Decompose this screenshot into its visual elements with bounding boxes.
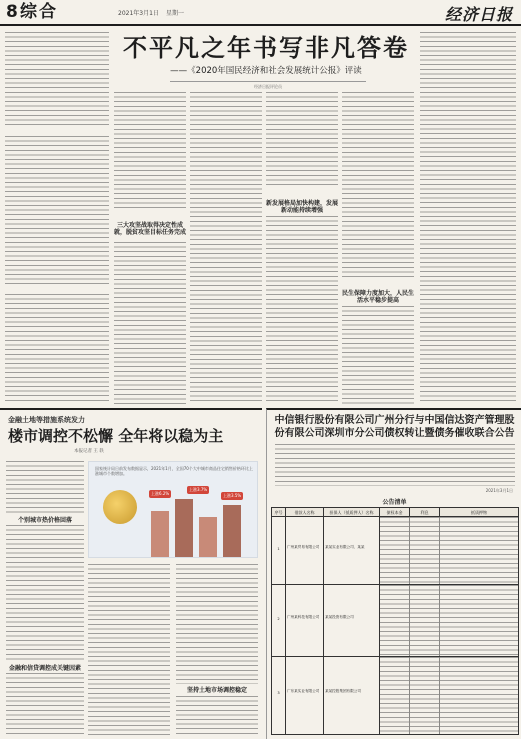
illustration-building: [175, 499, 193, 557]
table-cell-interest: [410, 657, 440, 734]
coin-graphic: [103, 490, 137, 524]
illustration-building: [151, 511, 169, 557]
feature-column-1: [6, 461, 84, 737]
table-cell-no: 1: [272, 517, 286, 584]
illustration-building: [199, 517, 217, 557]
notice-table: [271, 507, 519, 735]
lead-article-column-3: [190, 92, 262, 404]
table-row: [272, 517, 518, 585]
feature-headline: 楼市调控不松懈 全年将以稳为主: [8, 427, 224, 445]
table-header-guarantor: 担保人（抵质押人）名称: [324, 508, 380, 517]
illustration-tag: 上涨6.2%: [151, 491, 170, 496]
table-cell-interest: [410, 517, 440, 584]
illustration-caption: 国家统计局日前发布数据显示，2021年1月，全国70个大中城市商品住宅销售价格环比上涨城市个数增加。: [95, 466, 253, 476]
table-cell-principal: [380, 585, 410, 656]
lead-article-column-4: [266, 92, 338, 404]
table-cell-guarantor: 某某实业有限公司、某某: [324, 517, 380, 584]
notice-intro-text: [275, 444, 515, 486]
table-cell-guarantor: 某某投资有限公司: [324, 585, 380, 656]
notice-table-title: 公告清单: [382, 499, 407, 506]
feature-column-3: [176, 564, 258, 737]
lead-article-column-5: [342, 92, 414, 404]
lead-byline: 经济日报评论员: [170, 81, 366, 90]
lead-subheadline: ——《2020年国民经济和社会发展统计公报》评读: [170, 66, 362, 76]
lead-article-column-left: [5, 32, 109, 404]
issue-weekday: 星期一: [166, 10, 185, 17]
legal-notice: [266, 408, 521, 739]
table-header-interest: 利息: [410, 508, 440, 517]
lead-subhead-3: 民生保障力度加大，人民生活水平稳步提高: [342, 290, 415, 304]
notice-title-line-1: 中信银行股份有限公司广州分行与中国信达资产管理股: [274, 415, 515, 426]
table-cell-principal: [380, 657, 410, 734]
lead-article-column-6: [420, 32, 516, 404]
table-header-principal: 债权本金: [380, 508, 410, 517]
feature-subhead-2: 金融和信贷调控成关键因素: [8, 665, 81, 672]
illustration-tag: 上涨3.5%: [223, 493, 242, 498]
table-cell-borrower: 广州某贸易有限公司: [286, 517, 324, 584]
table-header-borrower: 借款人名称: [286, 508, 324, 517]
table-cell-no: 2: [272, 585, 286, 656]
feature-article: [0, 408, 262, 739]
table-cell-collateral: [440, 517, 518, 584]
feature-illustration: [88, 461, 258, 558]
table-row: [272, 585, 518, 657]
table-cell-no: 3: [272, 657, 286, 734]
feature-subhead-3: 坚持土地市场调控稳定: [186, 687, 247, 694]
section-title: 综合: [20, 2, 58, 22]
lead-headline: 不平凡之年书写非凡答卷: [123, 34, 409, 62]
table-cell-borrower: 广东某实业有限公司: [286, 657, 324, 734]
table-header-collateral: 抵质押物: [440, 508, 518, 517]
lead-subhead-1: 三大攻坚战取得决定性成就，脱贫攻坚目标任务完成: [114, 222, 187, 236]
lead-article-column-2: [114, 92, 186, 404]
table-cell-collateral: [440, 585, 518, 656]
illustration-building: [223, 505, 241, 557]
feature-subhead-1: 个别城市热价格回落: [17, 517, 72, 524]
notice-title-line-2: 份有限公司深圳市分公司债权转让暨债务催收联合公告: [274, 428, 515, 439]
illustration-tag: 上涨3.7%: [189, 487, 208, 492]
masthead: [0, 0, 521, 26]
feature-column-2: [88, 564, 170, 737]
paper-logo: 经济日报: [444, 5, 513, 24]
notice-title: [269, 414, 520, 440]
lead-subhead-2: 新发展格局加快构建，发展新动能持续增强: [266, 200, 339, 214]
table-cell-interest: [410, 585, 440, 656]
notice-date: 2021年3月1日: [485, 488, 513, 493]
feature-reporter: 本报记者 王 轶: [74, 449, 104, 454]
table-cell-principal: [380, 517, 410, 584]
feature-kicker: 金融土地等措施系统发力: [8, 416, 85, 424]
table-cell-guarantor: 某某控股集团有限公司: [324, 657, 380, 734]
table-header-no: 序号: [272, 508, 286, 517]
issue-date: 2021年3月1日: [118, 10, 159, 17]
page-number: 8: [6, 2, 18, 22]
table-cell-borrower: 广州某科技有限公司: [286, 585, 324, 656]
table-row: [272, 657, 518, 734]
table-cell-collateral: [440, 657, 518, 734]
